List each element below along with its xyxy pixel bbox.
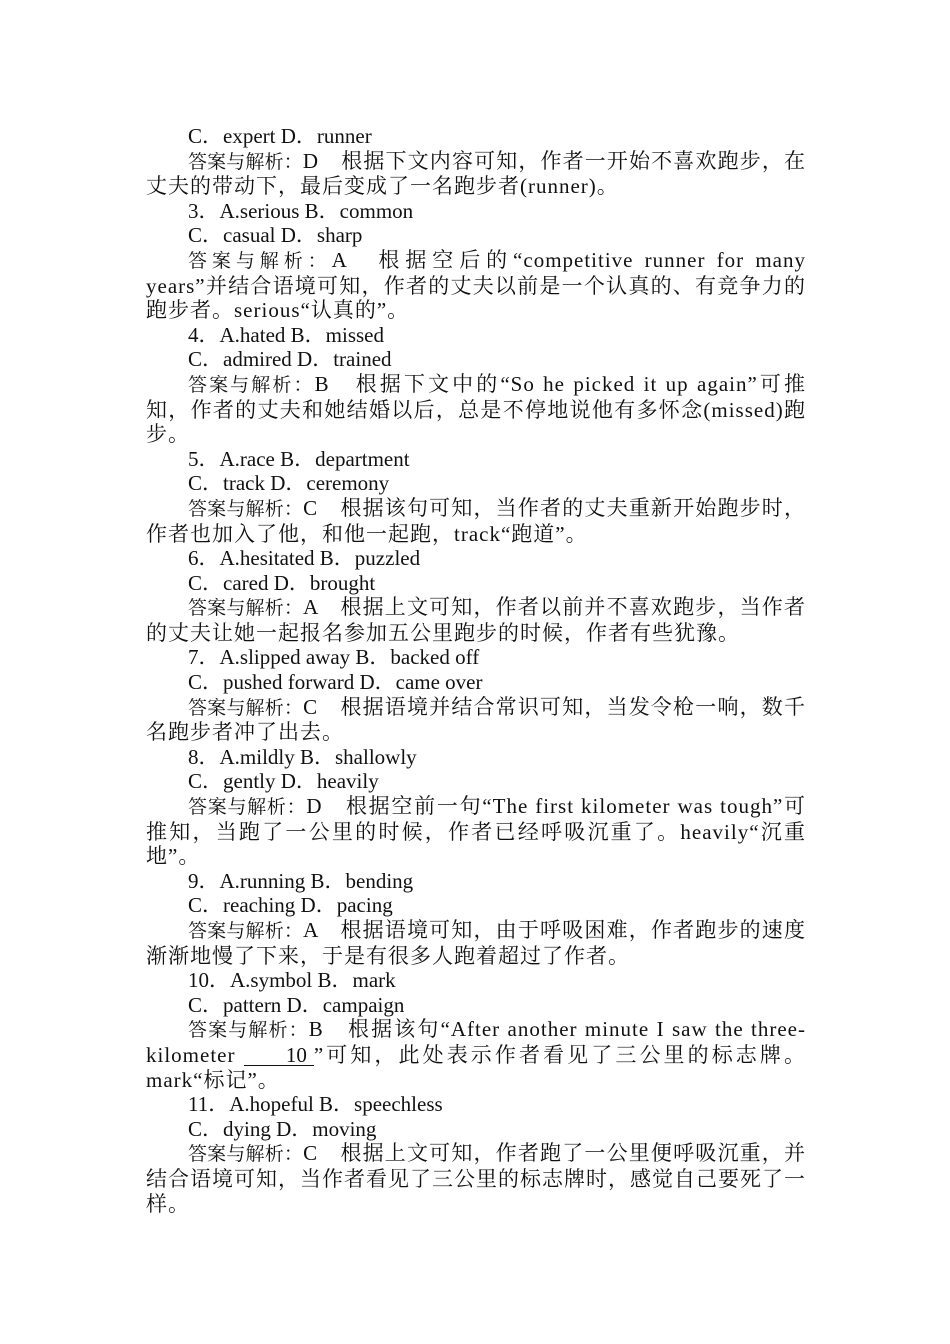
answer-explanation bbox=[146, 595, 806, 645]
answer-label: 答案与解析： bbox=[188, 150, 303, 173]
answer-text: D 根据空前一句“The first kilometer was tough”可推知，当跑了一公里的时候，作者已经呼吸沉重了。heavily“沉重地”。 bbox=[146, 794, 806, 869]
question-3-options-ab: 3．A.serious B．common bbox=[188, 198, 414, 223]
answer-explanation bbox=[146, 248, 806, 323]
answer-label: 答案与解析： bbox=[188, 796, 307, 819]
answer-sheet bbox=[146, 124, 806, 1216]
blank-number: 10 bbox=[244, 1045, 314, 1066]
answer-label: 答案与解析： bbox=[188, 920, 304, 942]
answer-text: A 根据上文可知，作者以前并不喜欢跑步，当作者的丈夫让她一起报名参加五公里跑步的时候，作者有些犹豫。 bbox=[146, 595, 806, 645]
question-9-options-cd: C．reaching D．pacing bbox=[188, 893, 393, 918]
answer-text: D 根据下文内容可知，作者一开始不喜欢跑步，在丈夫的带动下，最后变成了一名跑步者(runner)。 bbox=[146, 148, 806, 199]
question-4-options-cd: C．admired D．trained bbox=[188, 347, 392, 372]
answer-explanation bbox=[146, 1141, 806, 1216]
question-5-options-cd: C．track D．ceremony bbox=[188, 471, 390, 496]
question-6-options-ab: 6．A.hesitated B．puzzled bbox=[188, 546, 421, 571]
question-7-options-ab: 7．A.slipped away B．backed off bbox=[188, 645, 480, 670]
question-4-options-ab: 4．A.hated B．missed bbox=[188, 322, 384, 347]
answer-explanation bbox=[146, 149, 806, 199]
question-11-options-cd: C．dying D．moving bbox=[188, 1116, 377, 1141]
answer-text-before-blank: B 根据该句“After another minute I saw the three-kilometer bbox=[146, 1017, 806, 1067]
option-line: C．expert D．runner bbox=[188, 124, 372, 148]
answer-label: 答案与解析： bbox=[188, 373, 315, 396]
answer-label: 答案与解析： bbox=[188, 1019, 309, 1042]
answer-text-after-blank: ”可知，此处表示作者看见了三公里的标志牌。mark“标记”。 bbox=[146, 1042, 806, 1092]
answer-text: C 根据该句可知，当作者的丈夫重新开始跑步时，作者也加入了他，和他一起跑，track“跑道”。 bbox=[146, 495, 806, 546]
answer-explanation bbox=[146, 372, 806, 447]
answer-text: A 根据语境可知，由于呼吸困难，作者跑步的速度渐渐地慢了下来，于是有很多人跑着超过了作者。 bbox=[146, 918, 806, 968]
question-8-options-cd: C．gently D．heavily bbox=[188, 769, 379, 794]
answer-label: 答案与解析： bbox=[188, 249, 332, 272]
answer-text: A 根据空后的“competitive runner for many years”并结合语境可知，作者的丈夫以前是一个认真的、有竞争力的跑步者。serious“认真的”。 bbox=[146, 247, 806, 323]
question-3-options-cd: C．casual D．sharp bbox=[188, 223, 363, 248]
answer-text: C 根据上文可知，作者跑了一公里便呼吸沉重，并结合语境可知，当作者看见了三公里的标志牌时，感觉自己要死了一样。 bbox=[146, 1141, 806, 1216]
question-11-options-ab: 11．A.hopeful B．speechless bbox=[188, 1092, 443, 1117]
answer-label: 答案与解析： bbox=[188, 497, 304, 520]
answer-text: B 根据下文中的“So he picked it up again”可推知，作者的丈夫和她结婚以后，总是不停地说他有多怀念(missed)跑步。 bbox=[146, 371, 806, 447]
answer-explanation bbox=[146, 794, 806, 869]
answer-label: 答案与解析： bbox=[188, 1143, 304, 1166]
answer-explanation bbox=[146, 496, 806, 546]
question-5-options-ab: 5．A.race B．department bbox=[188, 446, 410, 471]
answer-explanation bbox=[146, 695, 806, 745]
question-9-options-ab: 9．A.running B．bending bbox=[188, 868, 414, 893]
answer-explanation bbox=[146, 918, 806, 968]
question-8-options-ab: 8．A.mildly B．shallowly bbox=[188, 744, 417, 769]
answer-explanation bbox=[146, 1017, 806, 1092]
question-7-options-cd: C．pushed forward D．came over bbox=[188, 670, 483, 695]
answer-text: C 根据语境并结合常识可知，当发令枪一响，数千名跑步者冲了出去。 bbox=[146, 694, 806, 745]
answer-label: 答案与解析： bbox=[188, 597, 304, 620]
question-10-options-ab: 10．A.symbol B．mark bbox=[188, 968, 396, 993]
question-10-options-cd: C．pattern D．campaign bbox=[188, 992, 405, 1017]
question-6-options-cd: C．cared D．brought bbox=[188, 570, 376, 595]
answer-label: 答案与解析： bbox=[188, 696, 304, 719]
